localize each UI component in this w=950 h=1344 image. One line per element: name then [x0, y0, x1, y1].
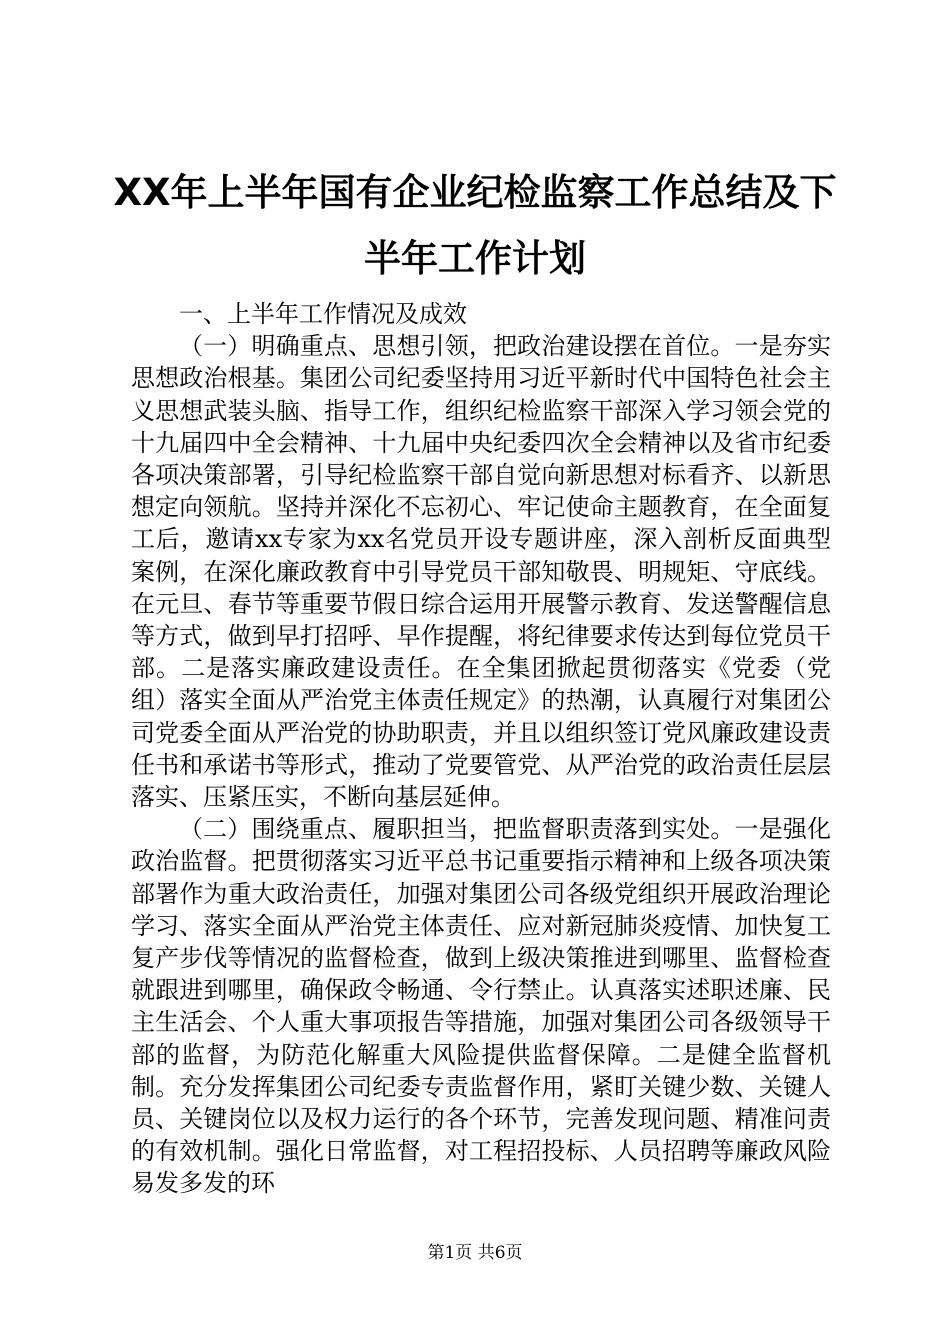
paragraph-2: （二）围绕重点、履职担当，把监督职责落到实处。一是强化政治监督。把贯彻落实习近平总书记重要指示精神和上级各项决策部署作为重大政治责任，加强对集团公司各级党组织开展政治理论学习、落实全面从严治党主体责任、应对新冠肺炎疫情、加快复工复产步伐等情况的监督检查，做到上级决策推进到哪里、监督检查就跟进到哪里，确保政令畅通、令行禁止。认真落实述职述廉、民主生活会、个人重大事项报告等措施，加强对集团公司各级领导干部的监督，为防范化解重大风险提供监督保障。二是健全监督机制。充分发挥集团公司纪委专责监督作用，紧盯关键少数、关键人员、关键岗位以及权力运行的各个环节，完善发现问题、精准问责的有效机制。强化日常监督，对工程招投标、人员招聘等廉政风险易发多发的环 — [131, 815, 831, 1198]
page-footer: 第1页 共6页 — [427, 1243, 523, 1263]
document-body — [131, 298, 831, 1200]
document-title: XX年上半年国有企业纪检监察工作总结及下半年工作计划 — [113, 171, 837, 280]
paragraph-1: （一）明确重点、思想引领，把政治建设摆在首位。一是夯实思想政治根基。集团公司纪委坚持用习近平新时代中国特色社会主义思想武装头脑、指导工作，组织纪检监察干部深入学习领会党的十九届四中全会精神、十九届中央纪委四次全会精神以及省市纪委各项决策部署，引导纪检监察干部自觉向新思想对标看齐、以新思想定向领航。坚持并深化不忘初心、牢记使命主题教育，在全面复工后，邀请xx专家为xx名党员开设专题讲座，深入剖析反面典型案例，在深化廉政教育中引导党员干部知敬畏、明规矩、守底线。在元旦、春节等重要节假日综合运用开展警示教育、发送警醒信息等方式，做到早打招呼、早作提醒，将纪律要求传达到每位党员干部。二是落实廉政建设责任。在全集团掀起贯彻落实《党委（党组）落实全面从严治党主体责任规定》的热潮，认真履行对集团公司党委全面从严治党的协助职责，并且以组织签订党风廉政建设责任书和承诺书等形式，推动了党要管党、从严治党的政治责任层层落实、压紧压实，不断向基层延伸。 — [131, 332, 831, 812]
section-heading: 一、上半年工作情况及成效 — [179, 300, 467, 328]
